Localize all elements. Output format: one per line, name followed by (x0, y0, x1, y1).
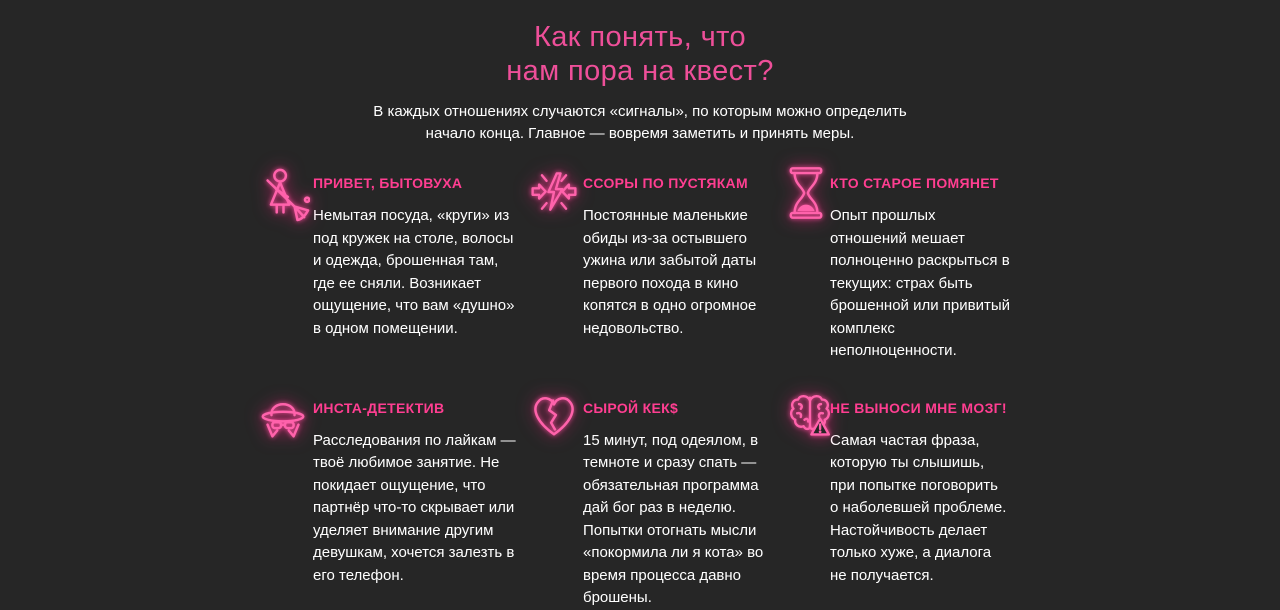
signals-grid (256, 163, 1280, 610)
brain-warning-icon (787, 388, 830, 444)
signal-card-mozg (787, 388, 1020, 610)
woman-sweeping-icon (256, 163, 313, 223)
signal-text: Самая частая фраза, которую ты слышишь, при попытке поговорить о наболевшей проблеме. Настойчивость делает только хуже, а диалога не получается. (830, 431, 1007, 584)
signal-text: Постоянные маленькие обиды из-за остывшего ужина или забытой даты первого похода в кино копятся в одно огромное недовольство. (583, 207, 757, 337)
hourglass-icon (787, 163, 830, 221)
detective-icon (256, 388, 313, 444)
section-title-line1: Как понять, что (533, 21, 747, 53)
broken-heart-icon (528, 388, 583, 440)
signal-text: 15 минут, под одеялом, в темноте и сразу спать — обязательная программа дай бог раз в неделю. Попытки отогнать мысли «покормила ли я кота» во время процесса давно брошены. (583, 431, 764, 606)
signal-text: Опыт прошлых отношений мешает полноценно раскрыться в текущих: страх быть брошенной или привитый комплекс неполноценности. (830, 207, 1011, 359)
signal-title: КТО СТАРОЕ ПОМЯНЕТ (830, 175, 999, 191)
signal-card-ssory (528, 163, 787, 363)
signal-text: Немытая посуда, «круги» из под кружек на столе, волосы и одежда, брошенная там, где ее сняли. Возникает ощущение, что вам «душно» в одном помещении. (313, 207, 515, 337)
section-title (0, 0, 1280, 88)
clash-lightning-icon (528, 163, 583, 219)
signal-card-staroe (787, 163, 1020, 363)
signal-title: НЕ ВЫНОСИ МНЕ МОЗГ! (830, 399, 1007, 416)
signal-card-detektiv (256, 388, 528, 610)
signal-card-bytovuha (256, 163, 528, 363)
section-intro: В каждых отношениях случаются «сигналы», по которым можно определить начало конца. Главное — вовремя заметить и принять меры. (373, 103, 907, 142)
signal-card-keks (528, 388, 787, 610)
signal-title: ПРИВЕТ, БЫТОВУХА (313, 175, 463, 191)
signal-text: Расследования по лайкам — твоё любимое занятие. Не покидает ощущение, что партнёр что-то скрывает или уделяет внимание другим девушкам, хочется залезть в его телефон. (313, 431, 516, 584)
signal-title: ССОРЫ ПО ПУСТЯКАМ (583, 175, 748, 191)
section-title-line2: нам пора на квест? (506, 55, 774, 87)
signal-title: СЫРОЙ КЕК$ (583, 399, 679, 416)
signal-title: ИНСТА-ДЕТЕКТИВ (313, 399, 445, 416)
